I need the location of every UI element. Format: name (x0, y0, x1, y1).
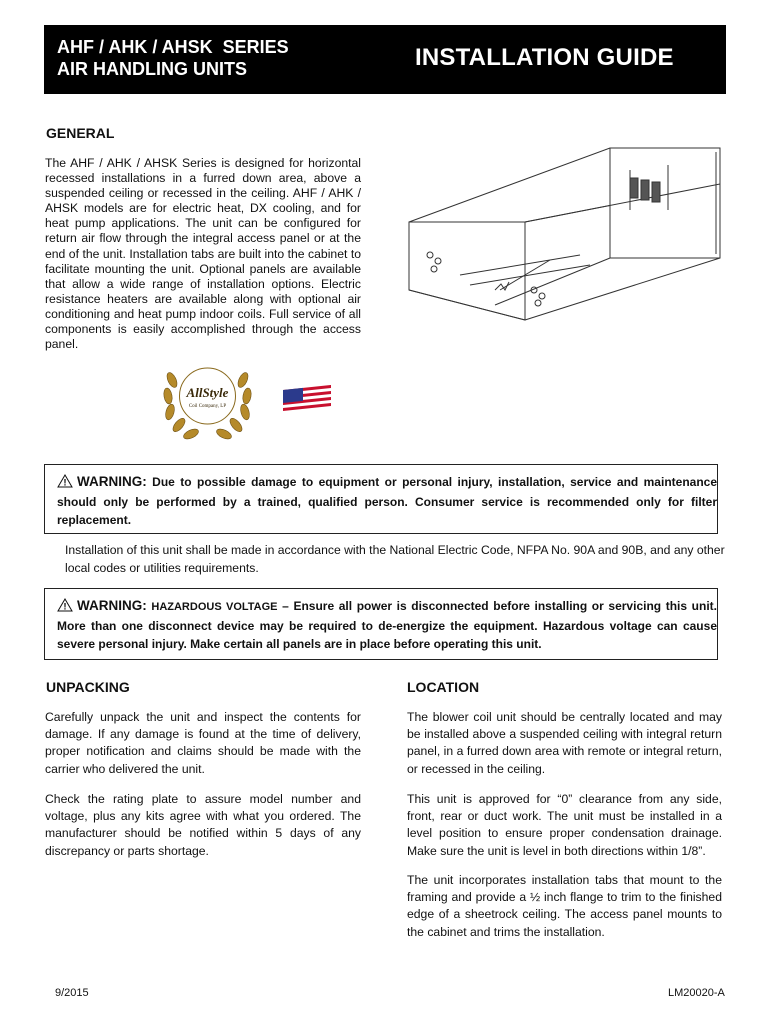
general-text: The AHF / AHK / AHSK Series is designed for horizontal recessed installations in a furred down area, above a suspended ceiling or recessed in the ceiling. AHF / AHK / AHSK models are for electric heat, DX cooling, and for heat pump applications. The unit can be configured for return air flow through the integral access panel or at the end of the unit. Installation tabs are built into the cabinet to facilitate mounting the unit. Optional panels are available that allow a wide range of installation options. Electric resistance heaters are available along with optional air conditioning and heat pump indoor coils. Full service of all components is easily accomplished through the access panel. (45, 156, 361, 352)
series-line-1: AHF / AHK / AHSK SERIES (57, 37, 289, 57)
warning-box-qualified-person (44, 464, 718, 534)
location-paragraph-2: This unit is approved for “0” clearance from any side, front, rear or duct work. The unit must be installed in a level position to ensure proper condensation drainage. Make sure the unit is level in both directions within 1/8”. (407, 792, 722, 858)
warning-text: Due to possible damage to equipment or personal injury, installation, service and maintenance should only be performed by a trained, qualified person. Consumer service is recommended only for filter replacement. (57, 475, 717, 527)
svg-text:!: ! (63, 477, 67, 488)
unpacking-paragraph-1: Carefully unpack the unit and inspect the contents for damage. If any damage is found at the time of delivery, proper notification and claims should be made with the carrier who delivered the unit. (45, 710, 361, 776)
series-line-2: AIR HANDLING UNITS (57, 59, 247, 79)
svg-text:!: ! (63, 601, 67, 612)
us-flag-icon (283, 385, 333, 415)
footer-doc-number: LM20020-A (668, 987, 725, 999)
unpacking-paragraph-2: Check the rating plate to assure model number and voltage, plus any kits agree with what you ordered. The manufacturer should be notified within 5 days of any discrepancy or parts shortage. (45, 792, 361, 858)
warning-box-hazardous-voltage (44, 588, 718, 660)
location-paragraph-1: The blower coil unit should be centrally located and may be installed above a suspended ceiling with integral return panel, in a furred down area with remote or integral return, or recessed in the ceiling. (407, 710, 722, 776)
logo-subtitle-text: Coil Company, LP (188, 404, 227, 409)
general-heading: GENERAL (46, 125, 115, 141)
location-heading: LOCATION (407, 679, 480, 695)
hazardous-voltage-label: HAZARDOUS VOLTAGE (151, 601, 278, 613)
footer-date: 9/2015 (55, 987, 89, 999)
guide-title: INSTALLATION GUIDE (415, 44, 674, 71)
code-compliance-note: Installation of this unit shall be made in accordance with the National Electric Code, NFPA No. 90A and 90B, and any other local codes or utilities requirements. (65, 543, 725, 575)
warning-triangle-icon (57, 598, 73, 617)
location-paragraph-3: The unit incorporates installation tabs that mount to the framing and provide a ½ inch flange to trim to the finished edge of a sheetrock ceiling. The access panel mounts to the cabinet and trims the installation. (407, 873, 722, 939)
air-handler-unit-illustration (400, 140, 730, 330)
warning-label: WARNING: (77, 598, 147, 613)
warning-text: – Ensure all power is disconnected before installing or servicing this unit. More than one disconnect device may be required to de-energize the equipment. Hazardous voltage can cause severe personal injury. Make certain all panels are in place before operating this unit. (57, 599, 717, 651)
logo-brand-text: AllStyle (186, 385, 229, 400)
unpacking-heading: UNPACKING (46, 679, 130, 695)
series-title (57, 36, 289, 80)
allstyle-logo (160, 358, 255, 446)
warning-triangle-icon (57, 474, 73, 493)
warning-label: WARNING: (77, 474, 147, 489)
header-bar (44, 25, 726, 94)
